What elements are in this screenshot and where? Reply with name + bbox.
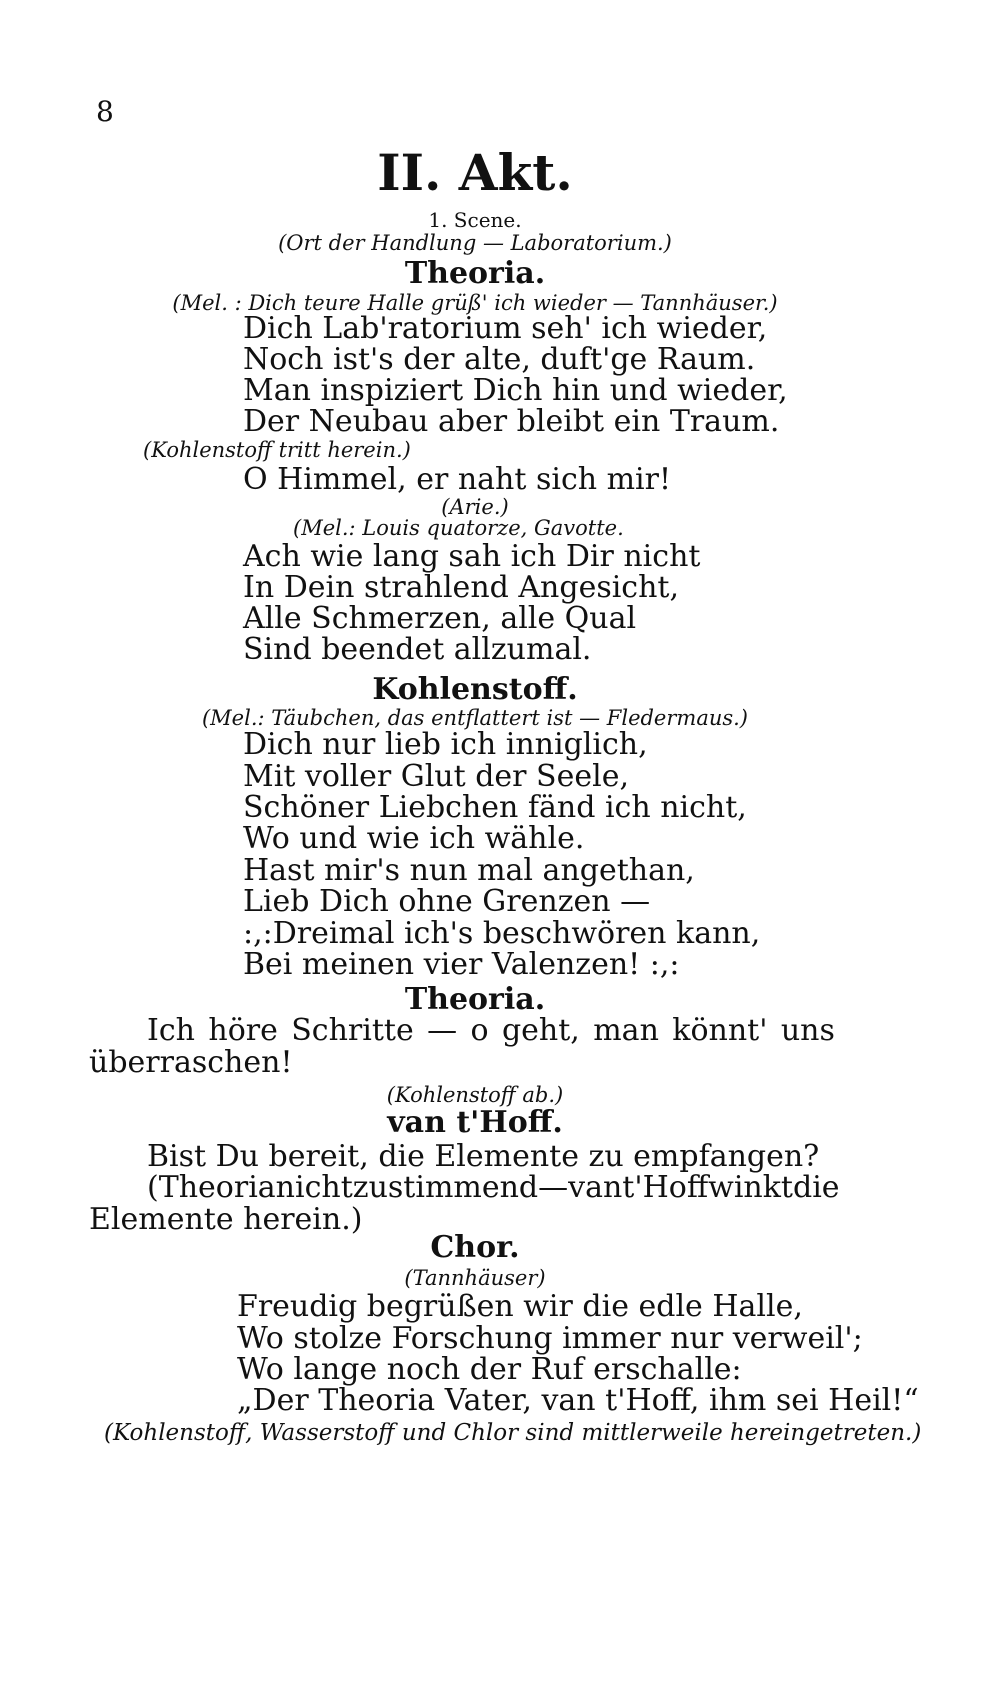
word: Ich — [147, 1013, 195, 1048]
speaker-kohlenstoff: Kohlenstoff. — [372, 672, 578, 707]
verse-line: Alle Schmerzen, alle Qual — [243, 601, 637, 636]
word: — — [538, 1170, 569, 1205]
verse-line: Hast mir's nun mal angethan, — [243, 853, 695, 888]
verse-line: Der Neubau aber bleibt ein Traum. — [243, 404, 780, 439]
verse-line: Man inspiziert Dich hin und wieder, — [243, 373, 788, 408]
word: geht, — [501, 1013, 580, 1048]
verse-line: In Dein strahlend Angesicht, — [243, 570, 680, 605]
verse-line: Dich nur lieb ich inniglich, — [243, 727, 648, 762]
verse-line: Freudig begrüßen wir die edle Halle, — [237, 1289, 803, 1324]
word: die — [792, 1170, 840, 1205]
verse-line: Ach wie lang sah ich Dir nicht — [243, 539, 701, 574]
stage-direction: Elemente herein.) — [89, 1202, 363, 1237]
word: (Theoria — [147, 1170, 276, 1205]
word: t'Hoff — [622, 1170, 709, 1205]
verse-line: Schöner Liebchen fänd ich nicht, — [243, 790, 747, 825]
page-number: 8 — [96, 95, 114, 128]
act-title: II. Akt. — [377, 143, 573, 202]
melody-note: (Mel.: Louis quatorze, Gavotte. — [293, 516, 624, 540]
melody-note: (Mel.: Täubchen, das entflattert ist — Fledermaus.) — [201, 706, 749, 730]
scene-heading: 1. Scene. — [428, 208, 522, 232]
verse-line: Wo stolze Forschung immer nur verweil'; — [237, 1321, 863, 1356]
verse-line: Lieb Dich ohne Grenzen — — [243, 884, 651, 919]
melody-note: (Tannhäuser) — [404, 1266, 546, 1290]
verse-line: Noch ist's der alte, duft'ge Raum. — [243, 342, 756, 377]
verse-line: „Der Theoria Vater, van t'Hoff, ihm sei Heil!“ — [237, 1383, 919, 1418]
speaker-theoria: Theoria. — [404, 982, 546, 1017]
verse-line: O Himmel, er naht sich mir! — [243, 462, 672, 497]
word: uns — [780, 1013, 835, 1048]
speaker-van-thoff: van t'Hoff. — [387, 1105, 563, 1140]
prose-line — [147, 1013, 835, 1048]
stage-direction: (Kohlenstoff ab.) — [386, 1083, 564, 1107]
word: o — [470, 1013, 489, 1048]
word: höre — [208, 1013, 278, 1048]
word: könnt' — [672, 1013, 768, 1048]
stage-direction: (Kohlenstoff, Wasserstoff und Chlor sind mittlerweile hereingetreten.) — [104, 1420, 922, 1446]
word: winkt — [708, 1170, 793, 1205]
stage-direction: (Kohlenstoff tritt herein.) — [143, 438, 411, 462]
melody-note: (Mel. : Dich teure Halle grüß' ich wieder — Tannhäuser.) — [172, 291, 778, 315]
verse-line: Wo und wie ich wähle. — [243, 821, 585, 856]
speaker-chor: Chor. — [430, 1230, 520, 1265]
prose-line: Bist Du bereit, die Elemente zu empfangen? — [147, 1139, 820, 1174]
verse-line: Sind beendet allzumal. — [243, 632, 592, 667]
verse-line: Wo lange noch der Ruf erschalle: — [237, 1352, 742, 1387]
word: nicht — [275, 1170, 353, 1205]
speaker-theoria: Theoria. — [404, 256, 546, 291]
word: Schritte — [291, 1013, 414, 1048]
word: zustimmend — [352, 1170, 539, 1205]
verse-line: Dich Lab'ratorium seh' ich wieder, — [243, 311, 768, 346]
verse-line: :,:Dreimal ich's beschwören kann, — [243, 916, 761, 951]
prose-line: überraschen! — [89, 1045, 293, 1080]
word: — — [427, 1013, 458, 1048]
place-direction: (Ort der Handlung — Laboratorium.) — [278, 231, 672, 255]
word: man — [593, 1013, 659, 1048]
stage-direction — [147, 1170, 840, 1205]
word: van — [568, 1170, 623, 1205]
verse-line: Bei meinen vier Valenzen! :,: — [243, 947, 680, 982]
aria-note: (Arie.) — [441, 495, 509, 519]
verse-line: Mit voller Glut der Seele, — [243, 759, 629, 794]
